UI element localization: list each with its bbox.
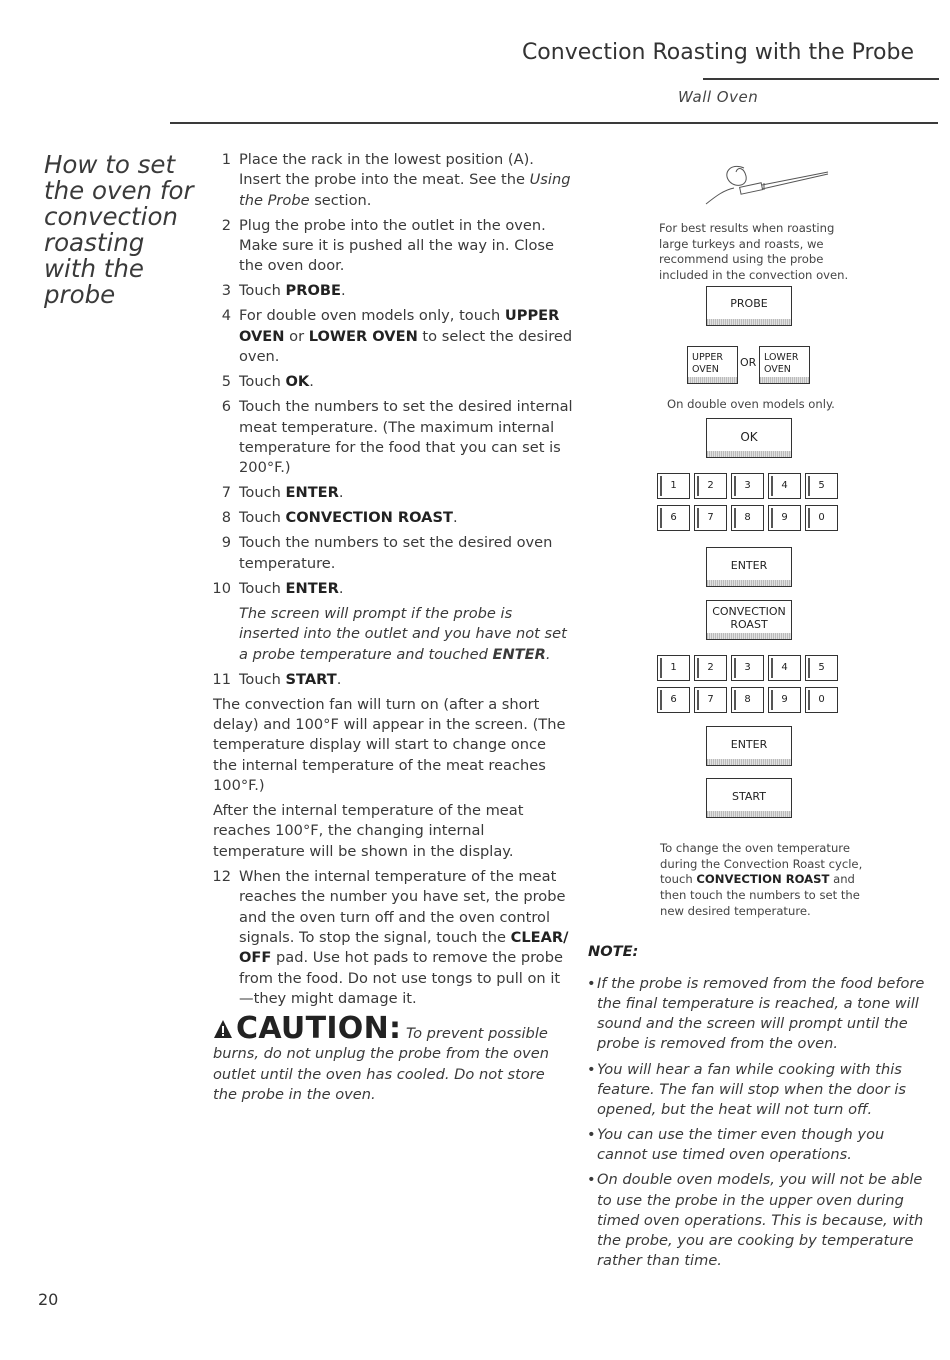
- key-label: PROBE: [730, 297, 768, 310]
- step-3: [213, 281, 573, 301]
- key-name: CONVECTION ROAST: [285, 509, 453, 527]
- key-label: OVEN: [692, 364, 719, 375]
- step-number: 7: [221, 484, 231, 502]
- step-number: 2: [221, 216, 231, 234]
- ok-key: [706, 418, 792, 458]
- key-name: CLEAR/ OFF: [239, 928, 569, 967]
- instructions: [213, 150, 573, 1105]
- or-label: OR: [740, 356, 757, 369]
- header-rule: [703, 78, 939, 80]
- step-11: [213, 670, 573, 690]
- step-text: Touch: [239, 509, 286, 527]
- step-text: Place the rack in the lowest position (A). Insert the probe into the meat. See the: [239, 151, 534, 189]
- step-12: [213, 867, 573, 1009]
- digit-key: 4: [768, 473, 801, 499]
- digit-key: 3: [731, 473, 764, 499]
- bullet: •: [587, 1126, 596, 1144]
- step-4: [213, 306, 573, 367]
- key-label: START: [732, 790, 766, 803]
- caution-word: CAUTION:: [236, 1011, 402, 1047]
- note-item: [587, 1125, 937, 1165]
- bullet: •: [587, 1171, 596, 1189]
- section-rule: [170, 122, 938, 124]
- enter-key: [706, 547, 792, 587]
- step-6: [213, 397, 573, 478]
- enter-key: [706, 726, 792, 766]
- note-heading: NOTE:: [588, 943, 639, 960]
- step-2: [213, 216, 573, 277]
- lower-oven-key: [759, 346, 810, 384]
- key-label: OK: [740, 430, 758, 444]
- key-name: LOWER OVEN: [308, 327, 418, 345]
- step-number: 1: [221, 151, 231, 168]
- step-text: .: [309, 373, 314, 391]
- page-subtitle: Wall Oven: [678, 88, 759, 106]
- step-text: Touch: [239, 670, 286, 688]
- section-heading: [44, 152, 194, 308]
- section-heading-line: How to set: [44, 150, 176, 179]
- step-text: .: [340, 282, 346, 300]
- key-name: OK: [285, 373, 310, 391]
- digit-key: 8: [731, 687, 764, 713]
- key-label: OVEN: [764, 364, 791, 375]
- digit-key: 6: [657, 687, 690, 713]
- digit-key: 7: [694, 687, 727, 713]
- note-item: [587, 1170, 937, 1270]
- digit-key: 6: [657, 505, 690, 531]
- key-label: ENTER: [730, 738, 768, 751]
- bullet: •: [587, 1060, 596, 1078]
- step-10: [213, 579, 573, 599]
- step-text: Touch: [239, 579, 286, 597]
- double-oven-caption: On double oven models only.: [667, 397, 835, 411]
- digit-key: 5: [805, 473, 838, 499]
- caption-text: and then touch the numbers to set the new desired temperature.: [660, 872, 860, 918]
- digit-key: 7: [694, 505, 727, 531]
- digit-key: 9: [768, 687, 801, 713]
- step-5: [213, 372, 573, 392]
- key-name: UPPER OVEN: [239, 307, 560, 345]
- caution-text: To prevent possible burns, do not unplug the probe from the oven outlet until the oven has cooled. Do not store the probe in the oven.: [213, 1025, 549, 1104]
- step-number: 11: [212, 670, 231, 688]
- step-8: [213, 508, 573, 528]
- step-text: pad. Use hot pads to remove the probe from the food. Do not use tongs to pull on it—they might damage it.: [239, 949, 563, 1007]
- step-text: or: [284, 327, 309, 345]
- digit-key: 2: [694, 655, 727, 681]
- step-text: Touch the numbers to set the desired internal meat temperature. (The maximum internal temperature for the food that you can set is 200°F.): [239, 398, 573, 477]
- page-number: 20: [38, 1290, 59, 1309]
- step-number: 5: [221, 373, 231, 391]
- note-list: [587, 974, 937, 1276]
- caption-text: To change the oven temperature during the Convection Roast cycle, touch: [660, 841, 863, 887]
- note-item: [587, 1060, 937, 1120]
- step-number: 3: [221, 282, 231, 300]
- key-label: CONVECTION: [712, 605, 786, 618]
- step-number: 4: [221, 307, 231, 325]
- step-text: Touch: [239, 484, 286, 502]
- digit-key: 5: [805, 655, 838, 681]
- key-name: PROBE: [285, 282, 341, 300]
- section-heading-line: the oven for: [44, 176, 194, 205]
- step-number: 6: [221, 398, 231, 416]
- step-10-note: [213, 604, 573, 665]
- convection-roast-key: [706, 600, 792, 640]
- step-text: When the internal temperature of the meat reaches the number you have set, the probe and the oven turn off and the oven control signals. To stop the signal, touch the: [239, 868, 566, 946]
- key-name: ENTER: [285, 484, 339, 502]
- step-text: .: [338, 484, 344, 502]
- section-heading-line: convection: [44, 202, 178, 231]
- digit-key: 0: [805, 505, 838, 531]
- upper-oven-key: [687, 346, 738, 384]
- step-text: For double oven models only, touch: [239, 307, 505, 325]
- step-9: [213, 533, 573, 574]
- key-label: LOWER: [764, 352, 799, 363]
- section-heading-line: roasting: [44, 228, 145, 257]
- probe-key: [706, 286, 792, 326]
- paragraph: The convection fan will turn on (after a short delay) and 100°F will appear in the screen. (The temperature display will start to change once the internal temperature of the meat reaches 100°F.): [213, 695, 566, 794]
- step-reference: Using the Probe: [239, 171, 571, 209]
- note-text: You can use the timer even though you cannot use timed oven operations.: [597, 1126, 885, 1164]
- step-1: [213, 150, 573, 211]
- step-text: section.: [309, 191, 372, 209]
- step-7: [213, 483, 573, 503]
- note-text: The screen will prompt if the probe is inserted into the outlet and you have not set a probe temperature and touched: [239, 604, 567, 663]
- digit-key: 3: [731, 655, 764, 681]
- key-name: ENTER: [285, 579, 339, 597]
- change-temp-caption: [660, 841, 866, 920]
- page-title: Convection Roasting with the Probe: [521, 40, 914, 65]
- probe-illustration: [700, 160, 840, 214]
- key-label: ENTER: [730, 559, 768, 572]
- digit-key: 9: [768, 505, 801, 531]
- digit-key: 1: [657, 655, 690, 681]
- step-text: Touch: [239, 282, 286, 300]
- step-text: .: [452, 509, 458, 527]
- note-text: If the probe is removed from the food before the final temperature is reached, a tone will sound and the screen will prompt until the probe is removed from the oven.: [597, 975, 925, 1053]
- digit-key: 2: [694, 473, 727, 499]
- section-heading-line: probe: [44, 280, 116, 309]
- key-label: ROAST: [730, 618, 768, 631]
- key-name: START: [285, 670, 337, 688]
- probe-caption: For best results when roasting large turkeys and roasts, we recommend using the probe included in the convection oven.: [659, 221, 849, 283]
- start-key: [706, 778, 792, 818]
- digit-key: 8: [731, 505, 764, 531]
- section-heading-line: with the: [44, 254, 144, 283]
- key-label: UPPER: [692, 352, 724, 363]
- step-text: to select the desired oven.: [239, 327, 573, 366]
- step-text: Touch: [239, 373, 286, 391]
- note-text: You will hear a fan while cooking with this feature. The fan will stop when the door is opened, but the heat will not turn off.: [597, 1060, 906, 1118]
- step-text: .: [338, 579, 344, 597]
- bullet: •: [587, 975, 596, 992]
- note-text: On double oven models, you will not be able to use the probe in the upper oven during timed oven operations. This is because, with the probe, you are cooking by temperature rather than time.: [597, 1171, 924, 1269]
- step-text: Touch the numbers to set the desired oven temperature.: [239, 534, 553, 572]
- note-item: [587, 974, 937, 1054]
- step-number: 9: [221, 534, 231, 552]
- warning-icon: [213, 1019, 233, 1040]
- caution-label: [213, 1011, 401, 1046]
- key-name: ENTER: [492, 645, 546, 663]
- digit-key: 4: [768, 655, 801, 681]
- digit-key: 0: [805, 687, 838, 713]
- step-text: .: [336, 670, 342, 688]
- note-text: .: [545, 645, 551, 663]
- caution-block: [213, 1011, 573, 1105]
- digit-key: 1: [657, 473, 690, 499]
- step-number: 12: [212, 868, 231, 886]
- step-text: Plug the probe into the outlet in the oven. Make sure it is pushed all the way in. Close the oven door.: [239, 216, 554, 275]
- step-number: 10: [212, 579, 231, 597]
- key-name: CONVECTION ROAST: [696, 872, 830, 887]
- paragraph: After the internal temperature of the meat reaches 100°F, the changing internal temperature will be shown in the display.: [213, 802, 524, 860]
- step-number: 8: [221, 509, 231, 527]
